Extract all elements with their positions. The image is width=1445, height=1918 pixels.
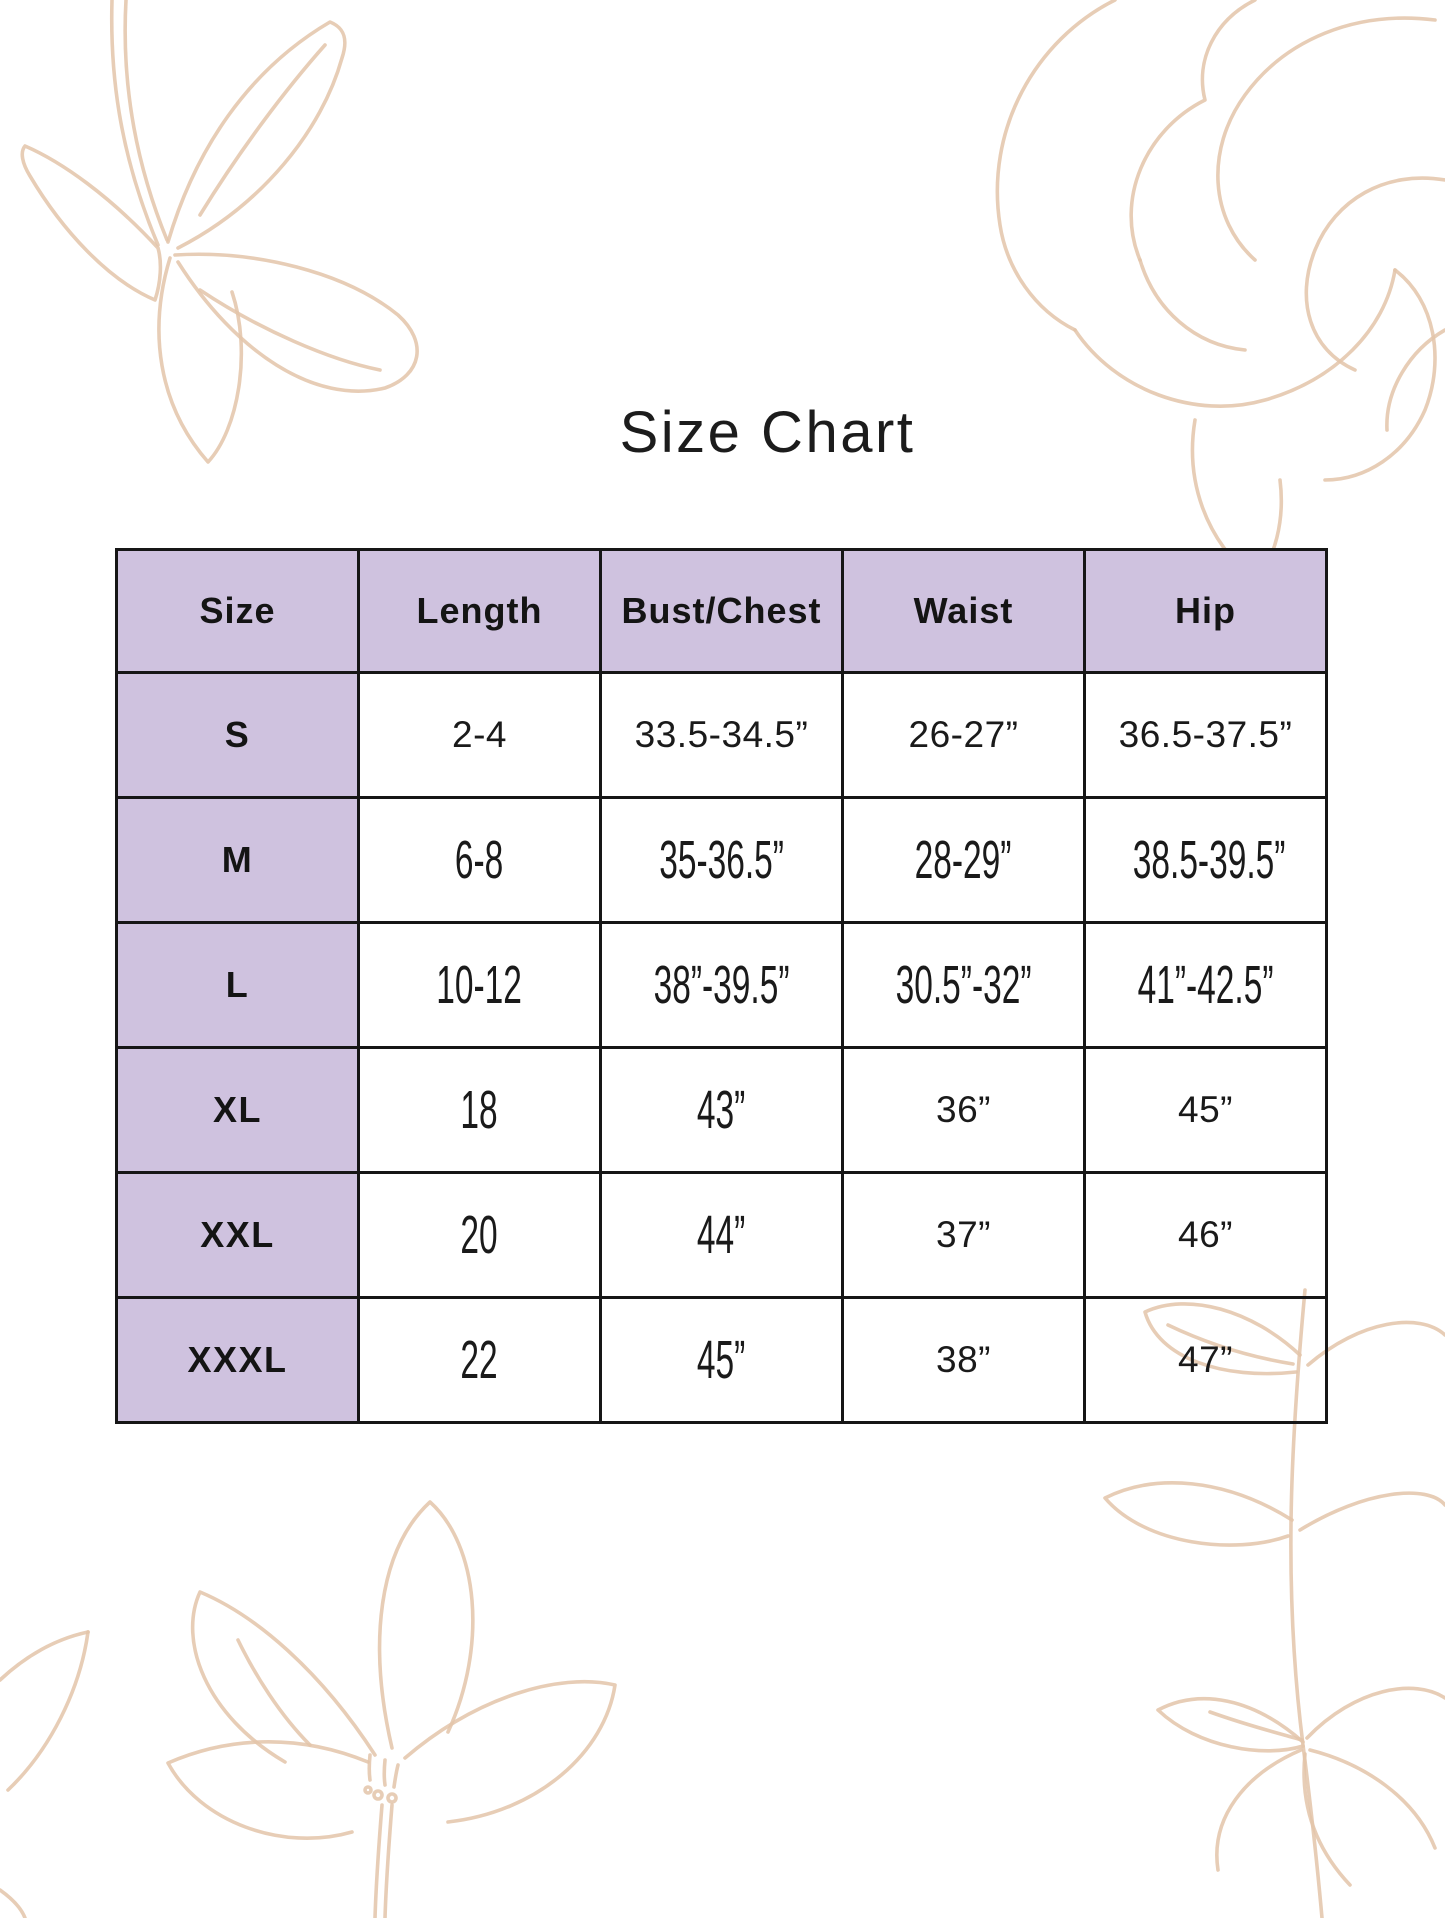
cell-xxxl-waist: 38”: [843, 1298, 1085, 1423]
cell-m-waist: 28-29”: [843, 798, 1085, 923]
size-label-s: S: [117, 673, 359, 798]
cell-xl-bust: 43”: [601, 1048, 843, 1173]
cell-xxl-bust: 44”: [601, 1173, 843, 1298]
size-label-m: M: [117, 798, 359, 923]
cell-l-waist: 30.5”-32”: [843, 923, 1085, 1048]
cell-l-bust: 38”-39.5”: [601, 923, 843, 1048]
cell-xxxl-bust: 45”: [601, 1298, 843, 1423]
page-title: Size Chart: [619, 400, 916, 465]
cell-xxl-hip: 46”: [1085, 1173, 1327, 1298]
table-row-xxl: [117, 1173, 1327, 1298]
header-row: [117, 550, 1327, 673]
table-row-l: [117, 923, 1327, 1048]
size-label-xl: XL: [117, 1048, 359, 1173]
column-header-size: Size: [117, 550, 359, 673]
cell-xxxl-length: 22: [359, 1298, 601, 1423]
floral-bottom-left-flower-icon: [0, 1460, 700, 1918]
cell-m-length: 6-8: [359, 798, 601, 923]
cell-xxl-waist: 37”: [843, 1173, 1085, 1298]
column-header-length: Length: [359, 550, 601, 673]
column-header-bust: Bust/Chest: [601, 550, 843, 673]
cell-l-hip: 41”-42.5”: [1085, 923, 1327, 1048]
table-row-m: [117, 798, 1327, 923]
cell-xl-length: 18: [359, 1048, 601, 1173]
table-row-xxxl: [117, 1298, 1327, 1423]
table-row-s: [117, 673, 1327, 798]
cell-xxxl-hip: 47”: [1085, 1298, 1327, 1423]
cell-s-hip: 36.5-37.5”: [1085, 673, 1327, 798]
size-chart-table: [115, 548, 1328, 1424]
cell-xl-hip: 45”: [1085, 1048, 1327, 1173]
cell-l-length: 10-12: [359, 923, 601, 1048]
size-label-l: L: [117, 923, 359, 1048]
table-row-xl: [117, 1048, 1327, 1173]
size-label-xxxl: XXXL: [117, 1298, 359, 1423]
column-header-waist: Waist: [843, 550, 1085, 673]
size-label-xxl: XXL: [117, 1173, 359, 1298]
cell-xxl-length: 20: [359, 1173, 601, 1298]
cell-s-waist: 26-27”: [843, 673, 1085, 798]
column-header-hip: Hip: [1085, 550, 1327, 673]
cell-m-bust: 35-36.5”: [601, 798, 843, 923]
cell-m-hip: 38.5-39.5”: [1085, 798, 1327, 923]
cell-s-length: 2-4: [359, 673, 601, 798]
cell-s-bust: 33.5-34.5”: [601, 673, 843, 798]
cell-xl-waist: 36”: [843, 1048, 1085, 1173]
